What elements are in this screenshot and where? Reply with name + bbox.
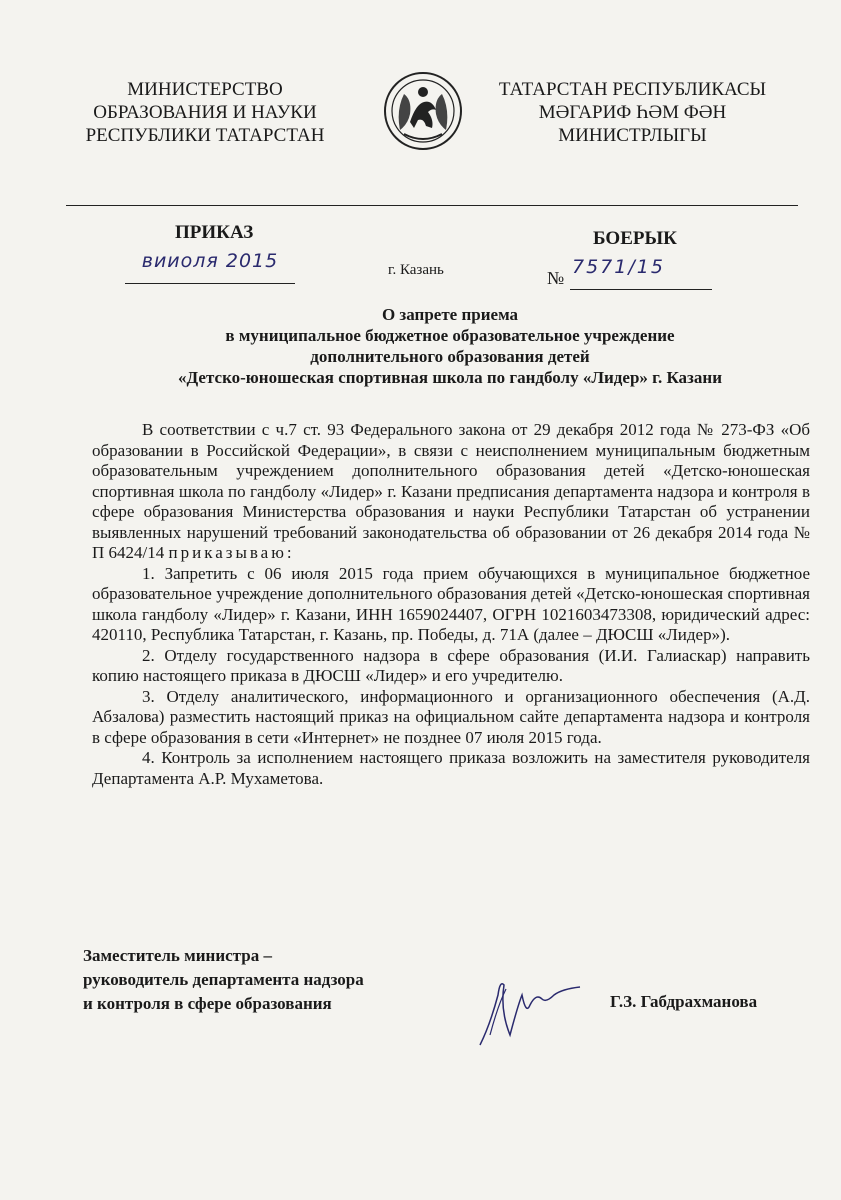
city-label: г. Казань [388, 262, 444, 278]
order-keyword: приказываю: [168, 543, 295, 562]
order-label-russian: ПРИКАЗ [175, 222, 254, 243]
paragraph-item-3: 3. Отделу аналитического, информационного и организационного обеспечения (А.Д. Абзалова) разместить настоящий приказ на официальном сайте департамента надзора и контроля в сфере образования в сети «Интернет» не позднее 07 июля 2015 года. [92, 686, 810, 747]
order-label-tatar: БОЕРЫК [593, 228, 677, 249]
signatory-position: Заместитель министра – руководитель департамента надзора и контроля в сфере образования [83, 946, 364, 1013]
handwritten-order-number: 7571/15 [572, 256, 665, 278]
handwritten-date: вииоля 2015 [141, 250, 279, 272]
signatory-name: Г.З. Габдрахманова [610, 992, 758, 1011]
order-title: О запрете приема в муниципальное бюджетное образовательное учреждение дополнительного образования детей «Детско-юношеская спортивная школа по гандболу «Лидер» г. Казани [178, 305, 722, 387]
ministry-name-russian: МИНИСТЕРСТВО ОБРАЗОВАНИЯ И НАУКИ РЕСПУБЛИКИ ТАТАРСТАН [85, 79, 325, 146]
handwritten-signature [470, 965, 600, 1055]
order-body [92, 420, 810, 789]
header-divider [66, 205, 798, 206]
number-sign: № [547, 268, 565, 288]
paragraph-item-4: 4. Контроль за исполнением настоящего приказа возложить на заместителя руководителя Департамента А.Р. Мухаметова. [92, 748, 810, 788]
paragraph-item-1: 1. Запретить с 06 июля 2015 года прием обучающихся в муниципальное бюджетное образовательное учреждение дополнительного образования детей «Детско-юношеская спортивная школа гандболу «Лидер» г. Казани, ИНН 1659024407, ОГРН 1021603473308, юридический адрес: 420110, Республика Татарстан, г. Казань, пр. Победы, д. 71А (далее – ДЮСШ «Лидер»). [92, 563, 810, 644]
number-underline [570, 289, 712, 290]
date-underline [125, 283, 295, 284]
tatarstan-emblem-icon [382, 70, 464, 152]
paragraph-preamble: В соответствии с ч.7 ст. 93 Федерального закона от 29 декабря 2012 года № 273-ФЗ «Об образовании в Российской Федерации», в связи с неисполнением муниципальным бюджетным образовательным учреждением дополнительного образования детей «Детско-юношеская спортивная школа по гандболу «Лидер» г. Казани предписания департамента надзора и контроля в сфере образования Министерства образования и науки Республики Татарстан об устранении выявленных нарушений требований законодательства об образовании от 26 декабря 2014 года № П 6424/14 приказываю: [92, 420, 810, 562]
ministry-name-tatar: ТАТАРСТАН РЕСПУБЛИКАСЫ МӘГАРИФ ҺӘМ ФӘН МИНИСТРЛЫГЫ [498, 79, 767, 146]
paragraph-item-2: 2. Отделу государственного надзора в сфере образования (И.И. Галиаскар) направить копию настоящего приказа в ДЮСШ «Лидер» и его учредителю. [92, 645, 810, 685]
